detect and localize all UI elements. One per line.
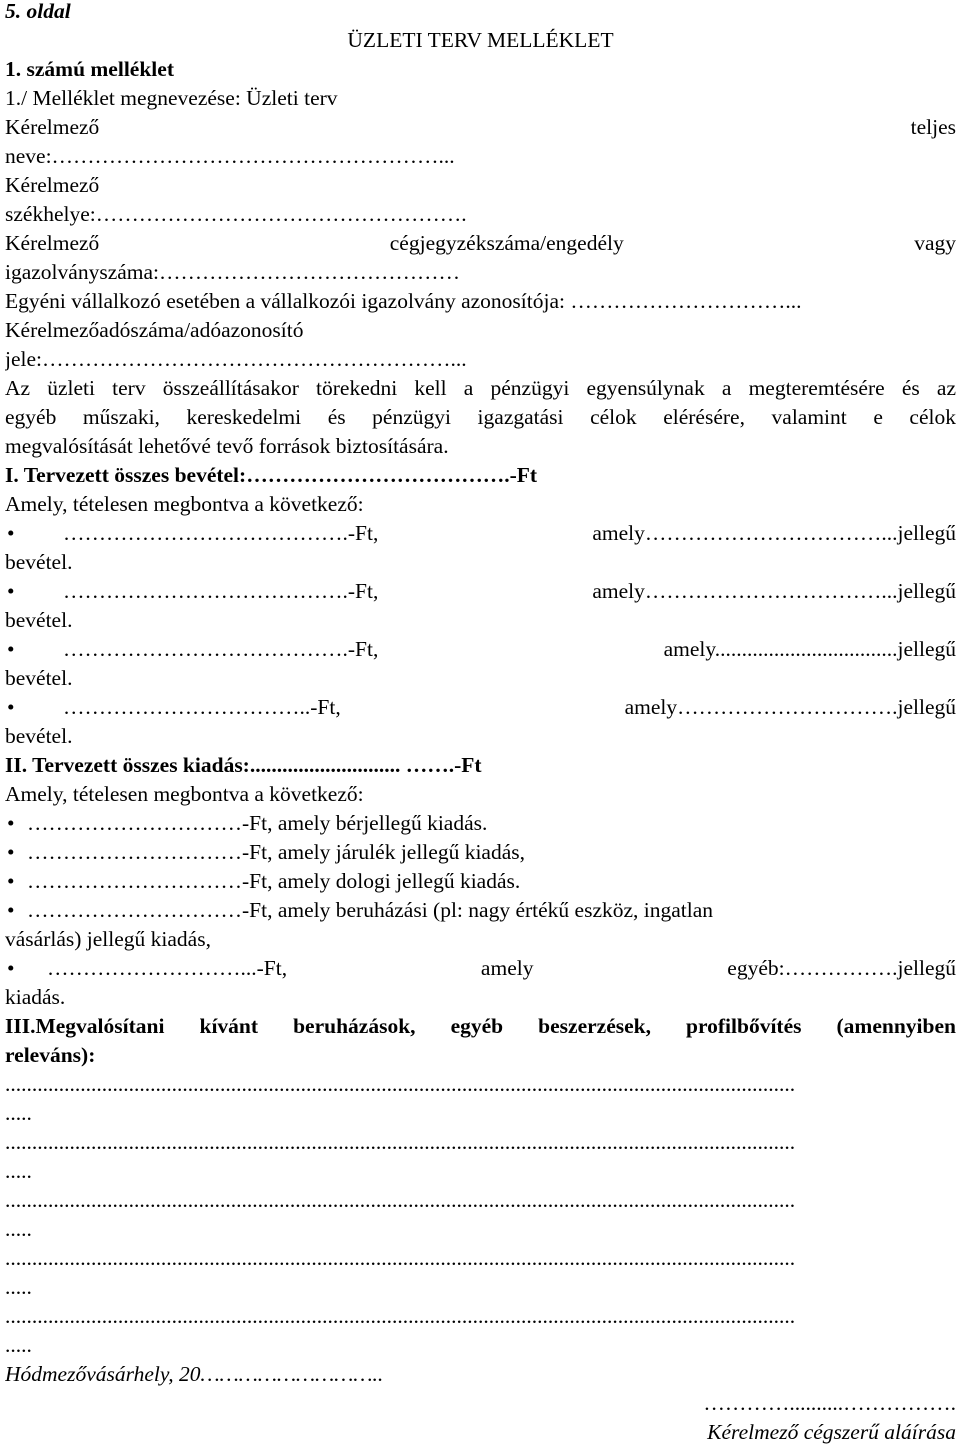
expense-item xyxy=(5,809,956,838)
investment-heading-word: beruházások, xyxy=(293,1014,416,1038)
intro-line-2: egyéb műszaki, kereskedelmi és pénzügyi igazgatási célok elérésére, valamint e célok xyxy=(5,405,956,429)
expense-item-text: …………………………-Ft, amely beruházási (pl: nagy értékű eszköz, ingatlan xyxy=(27,898,714,922)
registration-label-a: Kérelmező xyxy=(5,231,100,255)
bullet-icon: • xyxy=(7,695,15,719)
applicant-seat-label: Kérelmező xyxy=(5,173,100,197)
income-type-field: amely………………………….jellegű xyxy=(624,695,956,719)
annex-name: 1./ Melléklet megnevezése: Üzleti terv xyxy=(5,86,338,110)
income-type-field: amely……………………………...jellegű xyxy=(592,579,956,603)
sole-trader-id-field: Egyéni vállalkozó esetében a vállalkozói igazolvány azonosítója: …………………………... xyxy=(5,289,802,313)
investment-heading xyxy=(5,1012,956,1041)
document-title: ÜZLETI TERV MELLÉKLET xyxy=(347,28,614,52)
expense-other-continuation: kiadás. xyxy=(5,985,66,1009)
investment-heading-word: egyéb xyxy=(450,1014,504,1038)
signature-line: …………..........……………. xyxy=(703,1391,956,1415)
expense-item-text: …………………………-Ft, amely járulék jellegű kiadás, xyxy=(27,840,525,864)
income-type-field: amely..................................jellegű xyxy=(663,637,956,661)
blank-fill-line: ..... xyxy=(5,1333,32,1357)
income-amount-field: ………………………………….-Ft, xyxy=(63,579,379,603)
applicant-name-label: Kérelmező xyxy=(5,115,100,139)
blank-fill-line: ................................................................................................................................................... xyxy=(5,1188,796,1212)
income-item xyxy=(5,635,956,664)
income-item xyxy=(5,519,956,548)
applicant-tax-label: Kérelmezőadószáma/adóazonosító xyxy=(5,318,304,342)
expense-heading: II. Tervezett összes kiadás:............................ …….-Ft xyxy=(5,753,482,777)
bullet-icon: • xyxy=(7,579,15,603)
expense-breakdown-label: Amely, tételesen megbontva a következő: xyxy=(5,782,364,806)
investment-heading-word: III.Megvalósítani xyxy=(5,1014,165,1038)
income-amount-field: ………………………………….-Ft, xyxy=(63,521,379,545)
registration-label-b: cégjegyzékszáma/engedély xyxy=(389,231,624,255)
income-item xyxy=(5,577,956,606)
bullet-icon: • xyxy=(7,811,15,835)
blank-fill-line: ................................................................................................................................................... xyxy=(5,1246,796,1270)
expense-item-other xyxy=(5,954,956,983)
bullet-icon: • xyxy=(7,956,15,980)
bullet-icon: • xyxy=(7,521,15,545)
blank-fill-line: ..... xyxy=(5,1101,32,1125)
page-label: 5. oldal xyxy=(5,0,71,23)
expense-item xyxy=(5,896,956,925)
registration-label-c: vagy xyxy=(914,231,956,255)
applicant-seat-field: székhelye:……………………………………………. xyxy=(5,202,467,226)
applicant-registration-row xyxy=(5,229,956,258)
intro-line-1: Az üzleti terv összeállításakor törekedni kell a pénzügyi egyensúlynak a megteremtésére és az xyxy=(5,376,956,400)
applicant-registration-field: igazolványszáma:…………………………………… xyxy=(5,260,461,284)
expense-other-word: amely xyxy=(480,956,534,980)
expense-item-continuation: vásárlás) jellegű kiadás, xyxy=(5,927,211,951)
bullet-icon: • xyxy=(7,637,15,661)
annex-number: 1. számú melléklet xyxy=(5,57,174,81)
income-item-continuation: bevétel. xyxy=(5,666,73,690)
blank-fill-line: ..... xyxy=(5,1217,32,1241)
income-item-continuation: bevétel. xyxy=(5,724,73,748)
blank-fill-line: ................................................................................................................................................... xyxy=(5,1130,796,1154)
income-heading: I. Tervezett összes bevétel:……………………………….-Ft xyxy=(5,463,538,487)
investment-heading-word: kívánt xyxy=(199,1014,259,1038)
intro-line-3: megvalósítását lehetővé tevő források biztosítására. xyxy=(5,434,449,458)
blank-fill-line: ................................................................................................................................................... xyxy=(5,1072,796,1096)
expense-item-text: …………………………-Ft, amely dologi jellegű kiadás. xyxy=(27,869,521,893)
income-amount-field: ………………………………….-Ft, xyxy=(63,637,379,661)
income-amount-field: ……………………………..-Ft, xyxy=(63,695,341,719)
expense-other-amount: ………………………...-Ft, xyxy=(47,956,288,980)
place-date: Hódmezővásárhely, 20……………………….. xyxy=(5,1362,384,1386)
blank-fill-line: ................................................................................................................................................... xyxy=(5,1304,796,1328)
income-item-continuation: bevétel. xyxy=(5,550,73,574)
applicant-name-field: neve:………………………………………………... xyxy=(5,144,455,168)
investment-heading-word: beszerzések, xyxy=(538,1014,651,1038)
expense-item xyxy=(5,838,956,867)
investment-heading-continuation: releváns): xyxy=(5,1043,96,1067)
bullet-icon: • xyxy=(7,840,15,864)
income-item-continuation: bevétel. xyxy=(5,608,73,632)
bullet-icon: • xyxy=(7,869,15,893)
income-item xyxy=(5,693,956,722)
blank-fill-line: ..... xyxy=(5,1159,32,1183)
applicant-name-row xyxy=(5,113,956,142)
applicant-tax-field: jele:…………………………………………………... xyxy=(5,347,467,371)
income-type-field: amely……………………………...jellegű xyxy=(592,521,956,545)
expense-other-type: egyéb:…………….jellegű xyxy=(727,956,956,980)
income-breakdown-label: Amely, tételesen megbontva a következő: xyxy=(5,492,364,516)
bullet-icon: • xyxy=(7,898,15,922)
signature-caption: Kérelmező cégszerű aláírása xyxy=(707,1420,956,1444)
blank-fill-line: ..... xyxy=(5,1275,32,1299)
expense-item xyxy=(5,867,956,896)
document-page xyxy=(5,0,956,1447)
investment-heading-word: (amennyiben xyxy=(836,1014,956,1038)
applicant-name-label-right: teljes xyxy=(910,115,956,139)
investment-heading-word: profilbővítés xyxy=(686,1014,802,1038)
expense-item-text: …………………………-Ft, amely bérjellegű kiadás. xyxy=(27,811,488,835)
